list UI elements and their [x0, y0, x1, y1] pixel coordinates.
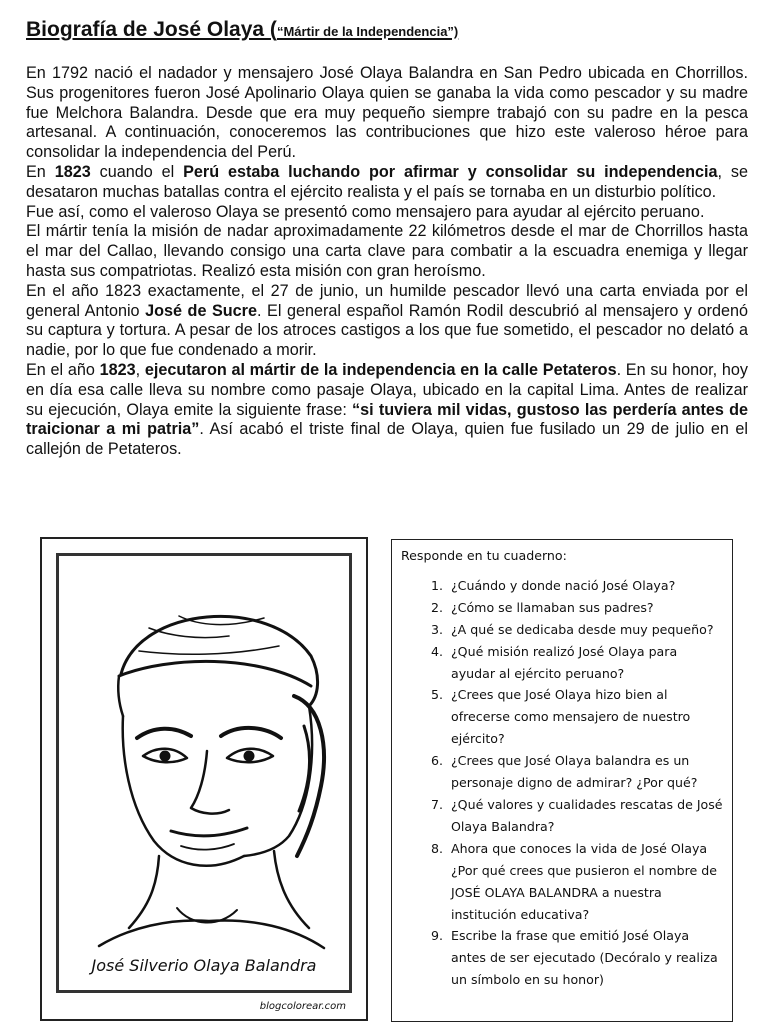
- text-run: ,: [135, 360, 145, 379]
- page-title: [26, 18, 458, 42]
- bold-quote: “si tuviera mil vidas, gustoso las perdería antes de traicionar a mi patria”: [26, 400, 748, 439]
- text-run: En el año: [26, 360, 100, 379]
- portrait-card: [56, 553, 352, 993]
- question-item: 1. ¿Cuándo y donde nació José Olaya?: [447, 575, 723, 597]
- paragraph-letter: [26, 282, 748, 361]
- portrait-drawing: [59, 556, 349, 990]
- text-run: En: [26, 162, 55, 181]
- text-run: En el año 1823 exactamente, el 27 de junio, un humilde pescador llevó una carta enviada por el general Antonio: [26, 281, 748, 320]
- portrait-frame: [40, 537, 368, 1021]
- questions-list: [401, 575, 723, 991]
- paragraph-mission: El mártir tenía la misión de nadar aproximadamente 22 kilómetros desde el mar de Chorrillos hasta el mar del Callao, llevando consigo una carta clave para combatir a la escuadra enemiga y llegar hasta sus compatriotas. Realizó esta misión con gran heroísmo.: [26, 222, 748, 280]
- text-run: cuando el: [90, 162, 184, 181]
- question-item: 2. ¿Cómo se llamaban sus padres?: [447, 597, 723, 619]
- bold-year: 1823: [54, 162, 91, 181]
- questions-intro: Responde en tu cuaderno:: [401, 548, 567, 563]
- bold-phrase: Perú estaba luchando por afirmar y consolidar su independencia: [183, 162, 718, 181]
- text-run: . El general español Ramón Rodil descubrió al mensajero y ordenó su captura y tortura. A pesar de los atroces castigos a los que fue sometido, el pescador no delató a nadie, por lo que fue condenado a morir.: [26, 301, 748, 360]
- question-item: 5. ¿Crees que José Olaya hizo bien al ofrecerse como mensajero de nuestro ejército?: [447, 684, 723, 750]
- text-run: . Así acabó el triste final de Olaya, quien fue fusilado un 29 de julio en el callejón de Petateros.: [26, 420, 748, 459]
- question-item: 3. ¿A qué se dedicaba desde muy pequeño?: [447, 619, 723, 641]
- title-subtitle: “Mártir de la Independencia”): [276, 24, 459, 39]
- text-run: , se desataron muchas batallas contra el ejército realista y el país se tornaba en un disturbio político.: [26, 162, 749, 201]
- text-run: . En su honor, hoy en día esa calle lleva su nombre como pasaje Olaya, ubicado en la capital Lima. Antes de realizar su ejecución, Olaya emite la siguiente frase:: [26, 360, 748, 419]
- paragraph-birth: En 1792 nació el nadador y mensajero José Olaya Balandra en San Pedro ubicada en Chorrillos. Sus progenitores fueron José Apolinario Olaya quien se ganaba la vida como pescador y su madre fue Melchora Balandra. Desde que era muy pequeño siempre trabajó con su padre en la pesca artesanal. A continuación, conoceremos las contribuciones que hizo este valeroso héroe para consolidar la independencia del Perú.: [26, 64, 748, 162]
- title-main: Biografía de José Olaya (: [26, 18, 277, 41]
- paragraph-battles: [26, 163, 748, 203]
- paragraph-execution: [26, 361, 748, 460]
- portrait-credit: blogcolorear.com: [259, 1001, 346, 1012]
- paragraph-messenger: Fue así, como el valeroso Olaya se presentó como mensajero para ayudar al ejército peruano.: [26, 202, 705, 221]
- biography-text: [26, 64, 748, 460]
- question-item: 8. Ahora que conoces la vida de José Olaya ¿Por qué crees que pusieron el nombre de JOSÉ OLAYA BALANDRA a nuestra institución educativa?: [447, 838, 723, 926]
- bold-year: 1823: [99, 360, 136, 379]
- bold-name: José de Sucre: [145, 301, 257, 320]
- portrait-caption: José Silverio Olaya Balandra: [91, 956, 317, 975]
- question-item: 7. ¿Qué valores y cualidades rescatas de José Olaya Balandra?: [447, 794, 723, 838]
- question-item: 4. ¿Qué misión realizó José Olaya para ayudar al ejército peruano?: [447, 641, 723, 685]
- question-item: 9. Escribe la frase que emitió José Olaya antes de ser ejecutado (Decóralo y realiza un símbolo en su honor): [447, 925, 723, 991]
- questions-box: [391, 539, 733, 1022]
- bold-phrase: ejecutaron al mártir de la independencia en la calle Petateros: [144, 360, 617, 379]
- question-item: 6. ¿Crees que José Olaya balandra es un personaje digno de admirar? ¿Por qué?: [447, 750, 723, 794]
